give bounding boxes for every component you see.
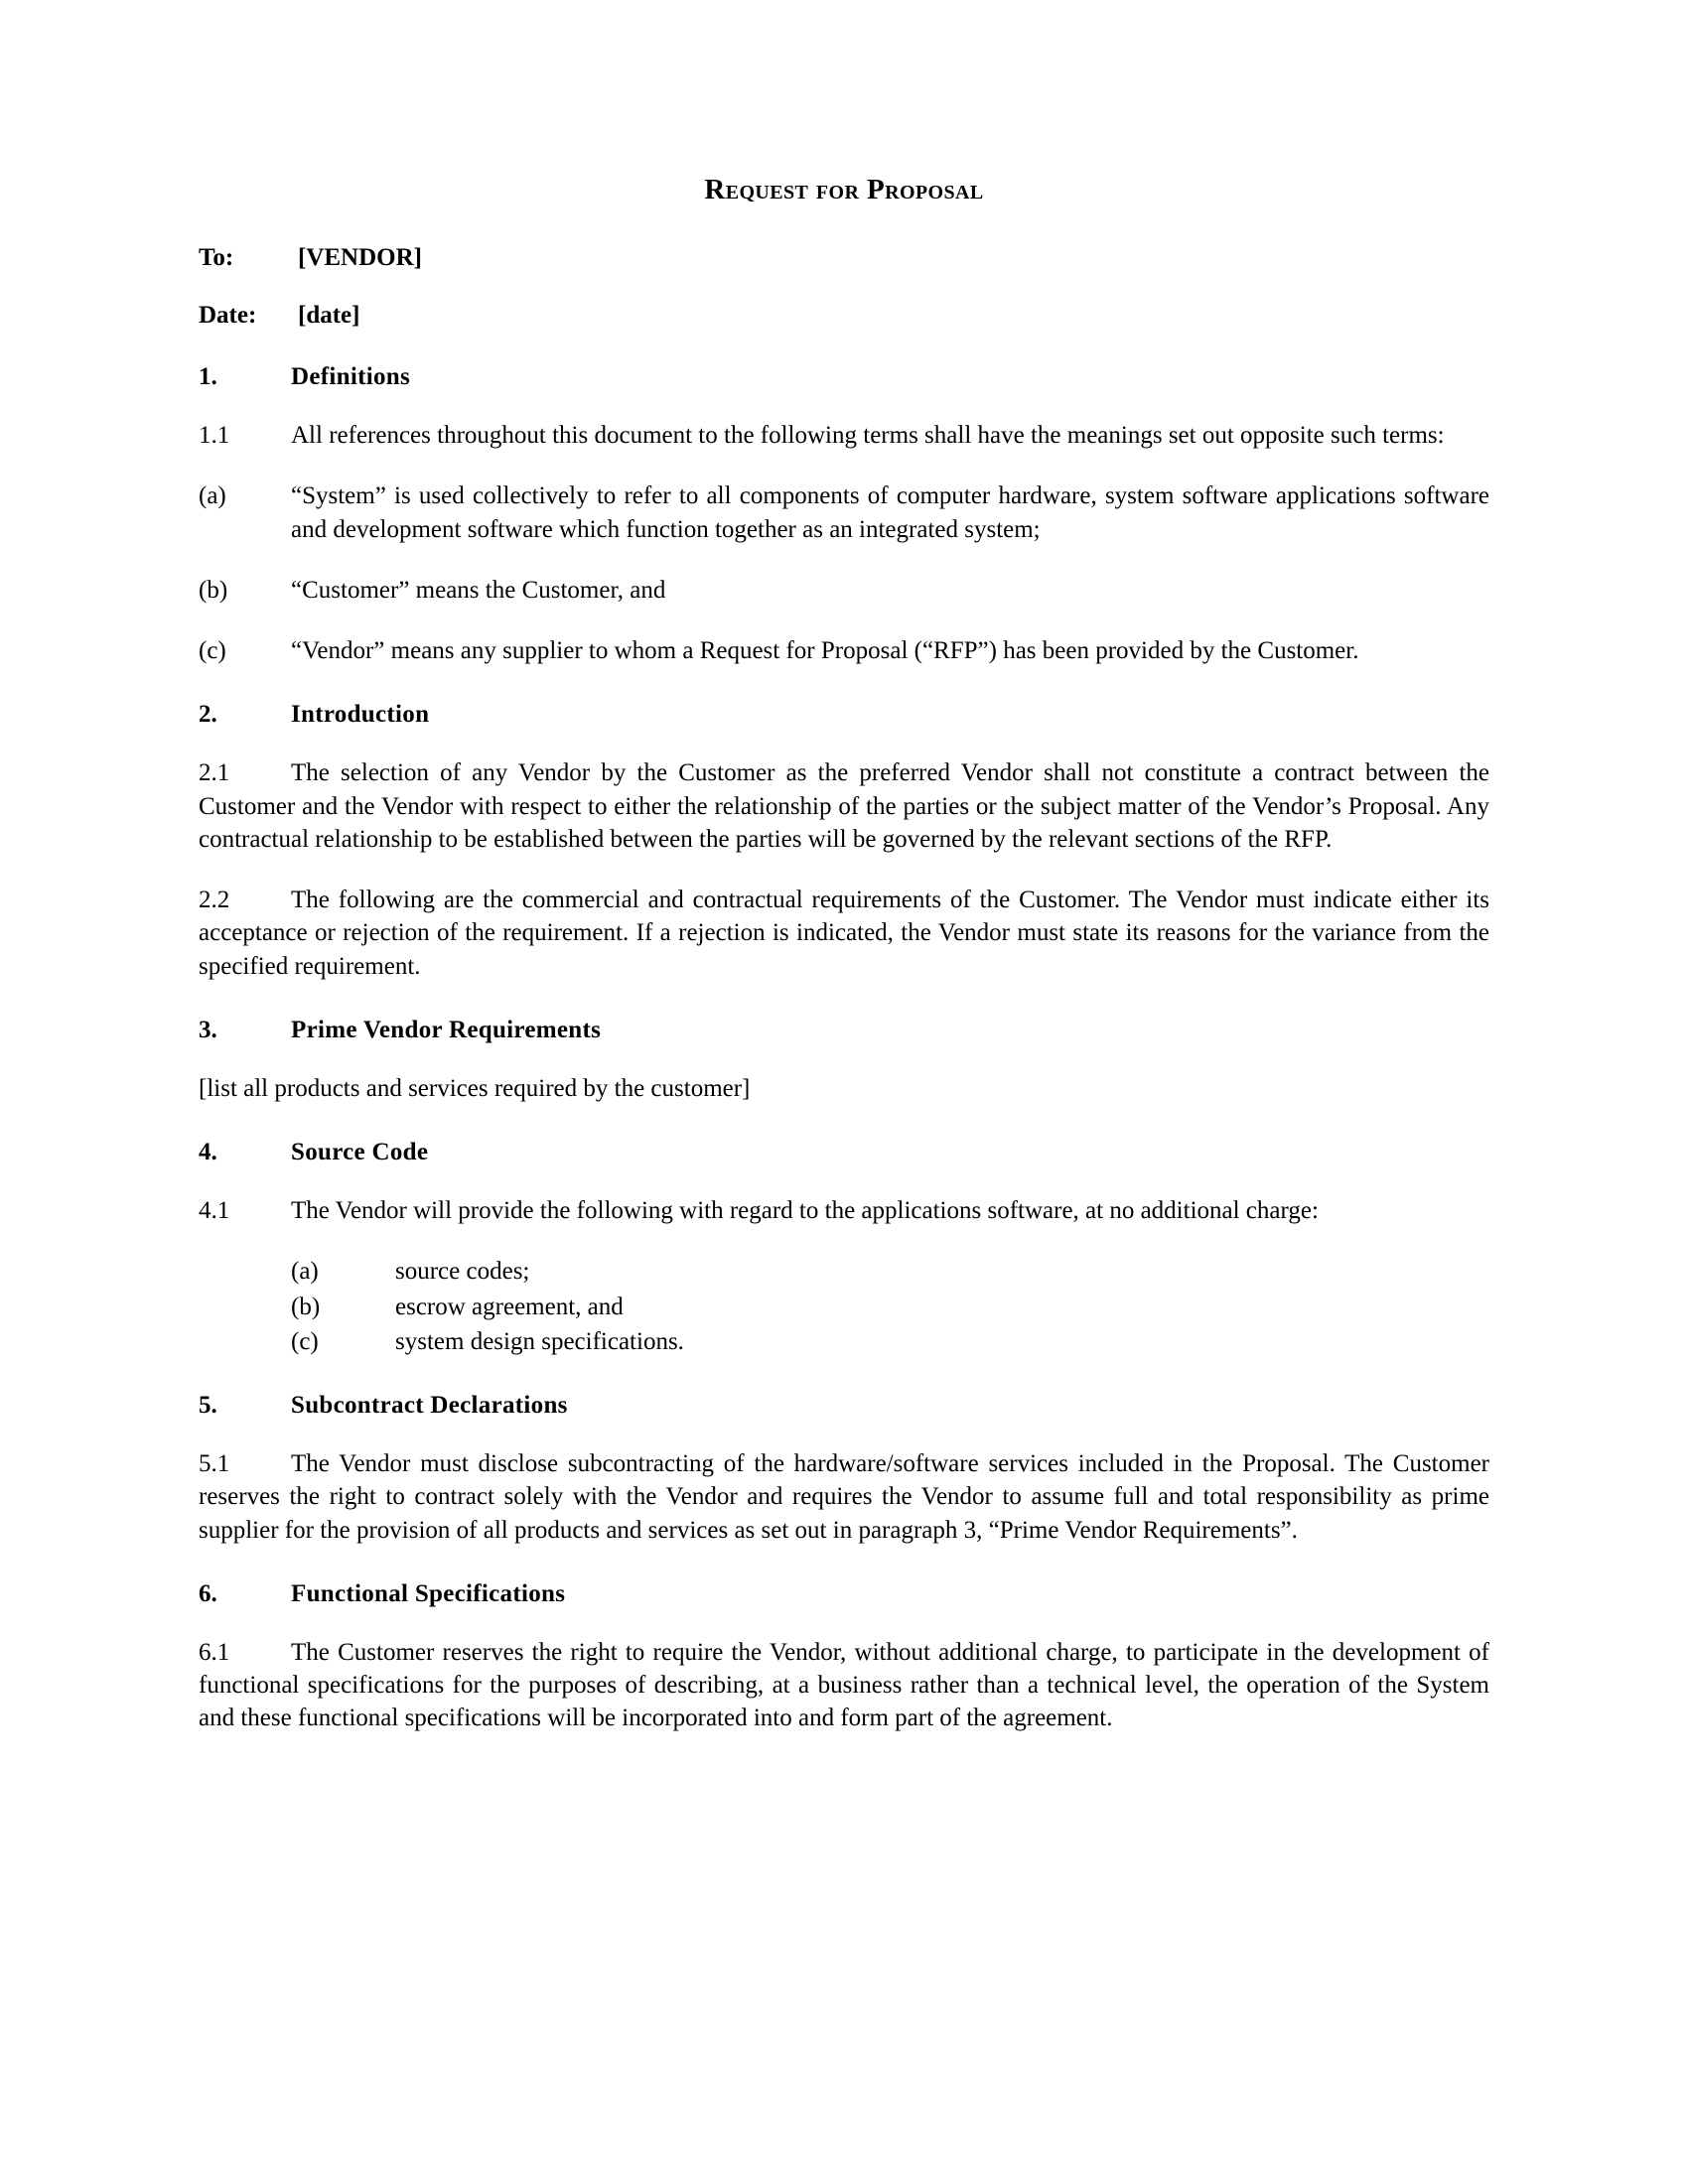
list-item: [291, 1291, 1489, 1323]
paragraph-text-2-2: The following are the commercial and contractual requirements of the Customer. The Vendor must indicate either its acceptance or rejection of the requirement. If a rejection is indicated, the Vendor must state its reasons for the variance from the specified requirement.: [199, 887, 1489, 980]
paragraph-3-body: [list all products and services required by the customer]: [199, 1074, 751, 1102]
list-item: [199, 479, 1489, 546]
section-title-5: Subcontract Declarations: [291, 1392, 568, 1419]
section-heading-definitions: [199, 363, 1489, 391]
paragraph-text-5-1: The Vendor must disclose subcontracting of the hardware/software services included in the Proposal. The Customer reserves the right to contract solely with the Vendor and requires the Vendor to assume full and total responsibility as prime supplier for the provision of all products and services as set out in paragraph 3, “Prime Vendor Requirements”.: [199, 1450, 1489, 1544]
section-heading-prime-vendor: [199, 1017, 1489, 1044]
section-number-3: 3.: [199, 1016, 217, 1043]
paragraph-number-1-1: 1.1: [199, 422, 230, 449]
source-code-list: [291, 1255, 1489, 1358]
list-item-label-a: (a): [291, 1258, 319, 1286]
section-title-2: Introduction: [291, 701, 430, 729]
list-item-text-c: system design specifications.: [395, 1327, 684, 1355]
meta-label-to: To:: [199, 244, 234, 271]
list-item-label-c: (c): [291, 1327, 319, 1355]
section-number-5: 5.: [199, 1392, 217, 1419]
section-heading-functional-specs: [199, 1580, 1489, 1608]
section-title-6: Functional Specifications: [291, 1579, 566, 1607]
paragraph-text-6-1: The Customer reserves the right to require the Vendor, without additional charge, to participate in the development of functional specifications for the purposes of describing, at a business rather than a technical level, the operation of the System and these functional specifications will be incorporated into and form part of the agreement.: [199, 1638, 1489, 1732]
list-item-label-a: (a): [199, 482, 226, 510]
paragraph-text-4-1: The Vendor will provide the following with regard to the applications software, at no additional charge:: [291, 1197, 1319, 1224]
section-number-4: 4.: [199, 1139, 217, 1165]
section-heading-source-code: [199, 1139, 1489, 1166]
list-item: [199, 574, 1489, 607]
paragraph-number-2-2: 2.2: [199, 887, 230, 913]
paragraph-number-4-1: 4.1: [199, 1197, 230, 1224]
paragraph-number-2-1: 2.1: [199, 759, 230, 787]
paragraph-6-1: [199, 1636, 1489, 1735]
paragraph-4-1: [199, 1194, 1489, 1227]
paragraph-5-1: [199, 1447, 1489, 1547]
meta-label-date: Date:: [199, 302, 257, 329]
paragraph-2-2: [199, 884, 1489, 983]
list-item-label-b: (b): [291, 1293, 321, 1320]
section-number-6: 6.: [199, 1579, 217, 1607]
paragraph-text-1-1: All references throughout this document to the following terms shall have the meanings set out opposite such terms:: [291, 422, 1445, 449]
section-title-4: Source Code: [291, 1139, 429, 1165]
meta-value-date: [date]: [298, 302, 360, 329]
section-title-3: Prime Vendor Requirements: [291, 1016, 602, 1043]
list-item-text-a: source codes;: [395, 1258, 530, 1286]
paragraph-2-1: [199, 756, 1489, 856]
section-number-1: 1.: [199, 363, 217, 390]
list-item-label-c: (c): [199, 637, 226, 664]
section-heading-subcontract: [199, 1392, 1489, 1420]
list-item-label-b: (b): [199, 576, 228, 604]
section-number-2: 2.: [199, 701, 217, 729]
list-item-text-b: escrow agreement, and: [395, 1293, 624, 1320]
list-item: [291, 1255, 1489, 1288]
paragraph-text-2-1: The selection of any Vendor by the Customer as the preferred Vendor shall not constitute a contract between the Customer and the Vendor with respect to either the relationship of the parties or the subject matter of the Vendor’s Proposal. Any contractual relationship to be established between the parties will be governed by the relevant sections of the RFP.: [199, 759, 1489, 853]
section-title-1: Definitions: [291, 363, 410, 390]
paragraph-number-5-1: 5.1: [199, 1450, 230, 1477]
list-item-text-c: “Vendor” means any supplier to whom a Request for Proposal (“RFP”) has been provided by the Customer.: [291, 637, 1359, 664]
meta-row-to: [199, 244, 1489, 272]
list-item: [199, 634, 1489, 667]
list-item-text-a: “System” is used collectively to refer to all components of computer hardware, system software applications software and development software which function together as an integrated system;: [291, 482, 1489, 543]
list-item-text-b: “Customer” means the Customer, and: [291, 576, 666, 604]
page-title: Request for Proposal: [704, 174, 984, 205]
meta-value-to: [VENDOR]: [298, 244, 422, 271]
paragraph-1-1: [199, 419, 1489, 452]
meta-row-date: [199, 302, 1489, 330]
paragraph-number-6-1: 6.1: [199, 1638, 230, 1666]
list-item: [291, 1325, 1489, 1358]
section-heading-introduction: [199, 701, 1489, 729]
